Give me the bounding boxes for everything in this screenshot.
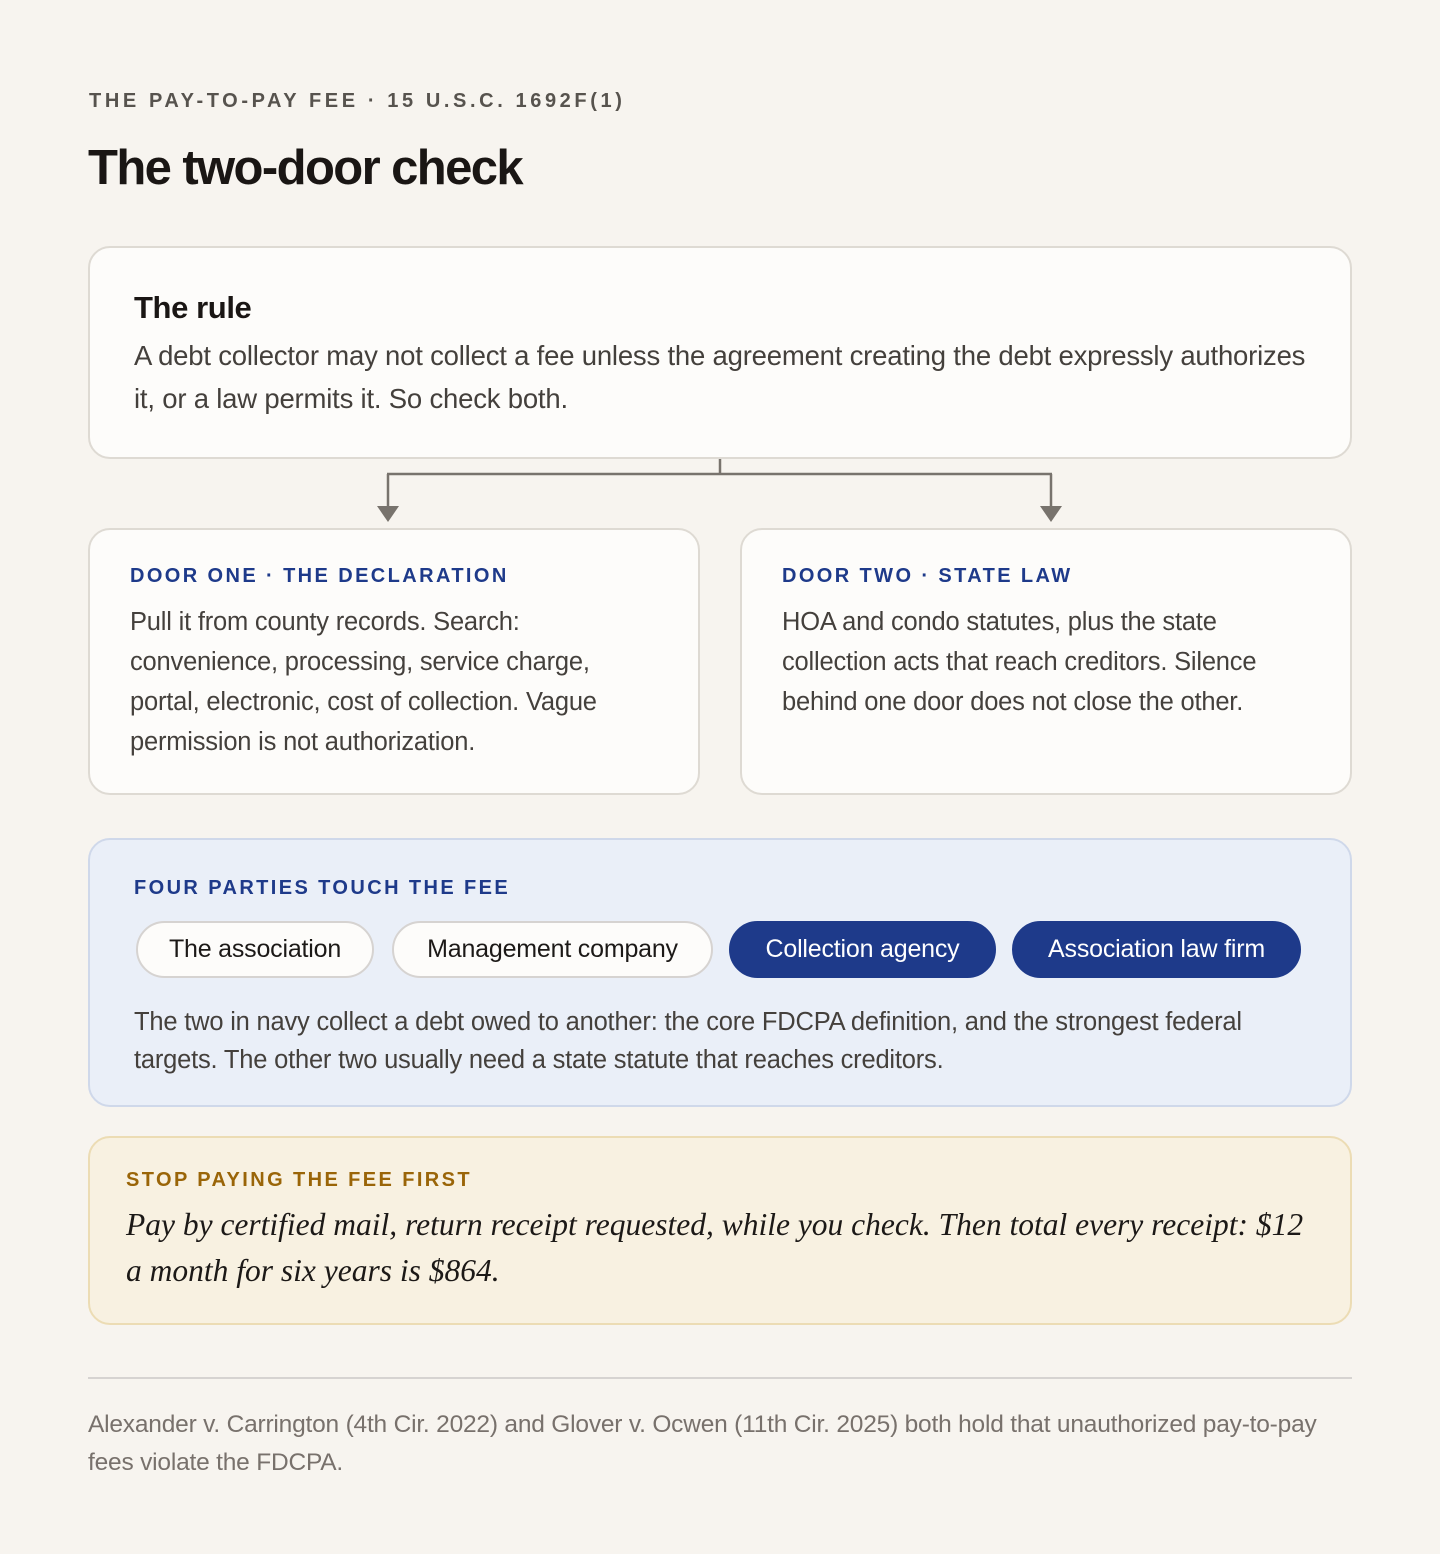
footnote-divider [88,1377,1352,1379]
arrow-down-icon [1040,506,1062,522]
door-two-body: HOA and condo statutes, plus the state collection acts that reach creditors. Silence behind one door does not close the other. [782,608,1257,716]
footnote: Alexander v. Carrington (4th Cir. 2022) and Glover v. Ocwen (11th Cir. 2025) both hold that unauthorized pay-to-pay fees violate the FDCPA. [88,1411,1317,1476]
parties-label: FOUR PARTIES TOUCH THE FEE [134,877,511,899]
door-two-card [740,528,1352,795]
eyebrow-label: THE PAY-TO-PAY FEE · 15 U.S.C. 1692F(1) [89,90,626,112]
warning-label: STOP PAYING THE FEE FIRST [126,1169,472,1191]
door-two-label: DOOR TWO · STATE LAW [782,565,1073,587]
rule-body: A debt collector may not collect a fee unless the agreement creating the debt expressly authorizes it, or a law permits it. So check both. [134,340,1306,414]
door-one-body: Pull it from county records. Search: convenience, processing, service charge, portal, electronic, cost of collection. Vague permission is not authorization. [130,608,597,756]
chip-association-law-firm: Association law firm [1012,921,1301,978]
warning-panel [88,1136,1352,1325]
chip-collection-agency: Collection agency [729,921,996,978]
parties-body: The two in navy collect a debt owed to another: the core FDCPA definition, and the strongest federal targets. The other two usually need a state statute that reaches creditors. [134,1008,1242,1074]
parties-panel [88,838,1352,1107]
door-one-card [88,528,700,795]
chip-management-company: Management company [392,921,713,978]
chip-association: The association [136,921,374,978]
warning-body: Pay by certified mail, return receipt requested, while you check. Then total every receipt: $12 a month for six years is $864. [126,1207,1304,1288]
branch-connector [0,0,1440,530]
arrow-down-icon [377,506,399,522]
rule-title: The rule [134,290,252,325]
page-title: The two-door check [88,141,523,195]
party-chips [134,921,1306,981]
door-one-label: DOOR ONE · THE DECLARATION [130,565,509,587]
